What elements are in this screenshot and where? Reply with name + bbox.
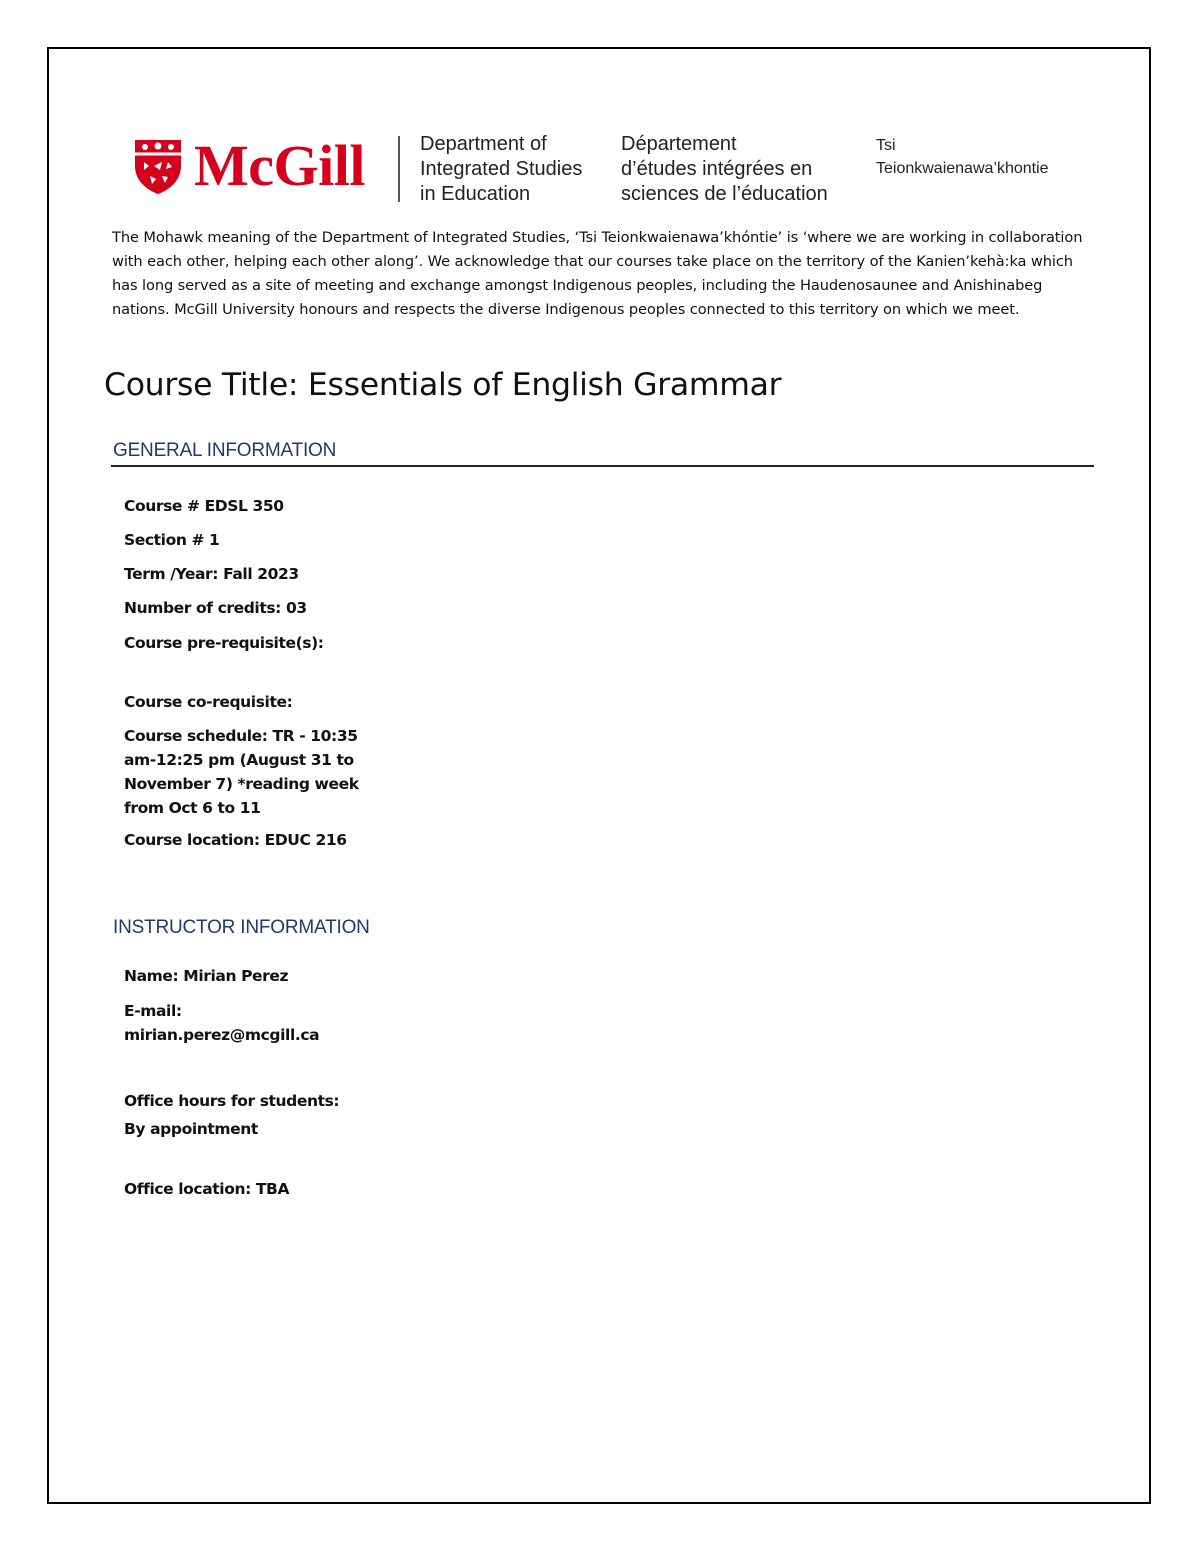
dept-moh-line: Teionkwaienawa’khontie	[876, 160, 1049, 177]
course-prerequisites: Course pre-requisite(s):	[124, 634, 324, 652]
office-location: Office location: TBA	[124, 1180, 290, 1198]
course-title: Course Title: Essentials of English Grammar	[104, 367, 782, 403]
instructor-name: Name: Mirian Perez	[124, 967, 289, 985]
course-schedule: Course schedule: TR - 10:35 am-12:25 pm (August 31 to November 7) *reading week from Oct 6 to 11	[124, 727, 359, 817]
office-hours: By appointment	[124, 1120, 258, 1138]
course-section: Section # 1	[124, 531, 220, 549]
department-name-english	[420, 132, 610, 207]
course-corequisite: Course co-requisite:	[124, 693, 293, 711]
department-name-mohawk	[876, 134, 1106, 180]
dept-en-line: Department of	[420, 133, 547, 155]
course-credits: Number of credits: 03	[124, 599, 307, 617]
land-acknowledgement	[112, 226, 1087, 322]
dept-fr-line: Département	[621, 133, 737, 155]
course-number: Course # EDSL 350	[124, 497, 284, 515]
instructor-email-label: E-mail:	[124, 1002, 182, 1020]
acknowledgement-text: The Mohawk meaning of the Department of Integrated Studies, ‘Tsi Teionkwaienawa’khóntie’ is ‘where we are working in collaboration with each other, helping each other along’. We acknowledge that our courses take place on the territory of the Kanien’kehà:ka which has long served as a site of meeting and exchange amongst Indigenous peoples, including the Haudenosaunee and Anishinabeg nations. McGill University honours and respects the diverse Indigenous peoples connected to this territory on which we meet.	[112, 229, 1083, 318]
mcgill-crest-icon	[132, 136, 184, 196]
instructor-email[interactable]: mirian.perez@mcgill.ca	[124, 1026, 320, 1044]
mcgill-wordmark: McGill	[194, 133, 365, 198]
course-term: Term /Year: Fall 2023	[124, 565, 299, 583]
dept-fr-line: d’études intégrées en	[621, 158, 813, 180]
dept-en-line: Integrated Studies	[420, 158, 583, 180]
dept-en-line: in Education	[420, 183, 531, 205]
dept-moh-line: Tsi	[876, 137, 896, 154]
dept-fr-line: sciences de l’éducation	[621, 183, 828, 205]
office-hours-label: Office hours for students:	[124, 1092, 340, 1110]
section-divider	[111, 465, 1094, 467]
logo-divider	[398, 136, 400, 202]
instructor-information-heading: INSTRUCTOR INFORMATION	[113, 917, 370, 938]
course-location: Course location: EDUC 216	[124, 831, 347, 849]
general-information-heading: GENERAL INFORMATION	[113, 440, 337, 461]
department-name-french	[621, 132, 861, 207]
mcgill-logo	[132, 133, 365, 198]
